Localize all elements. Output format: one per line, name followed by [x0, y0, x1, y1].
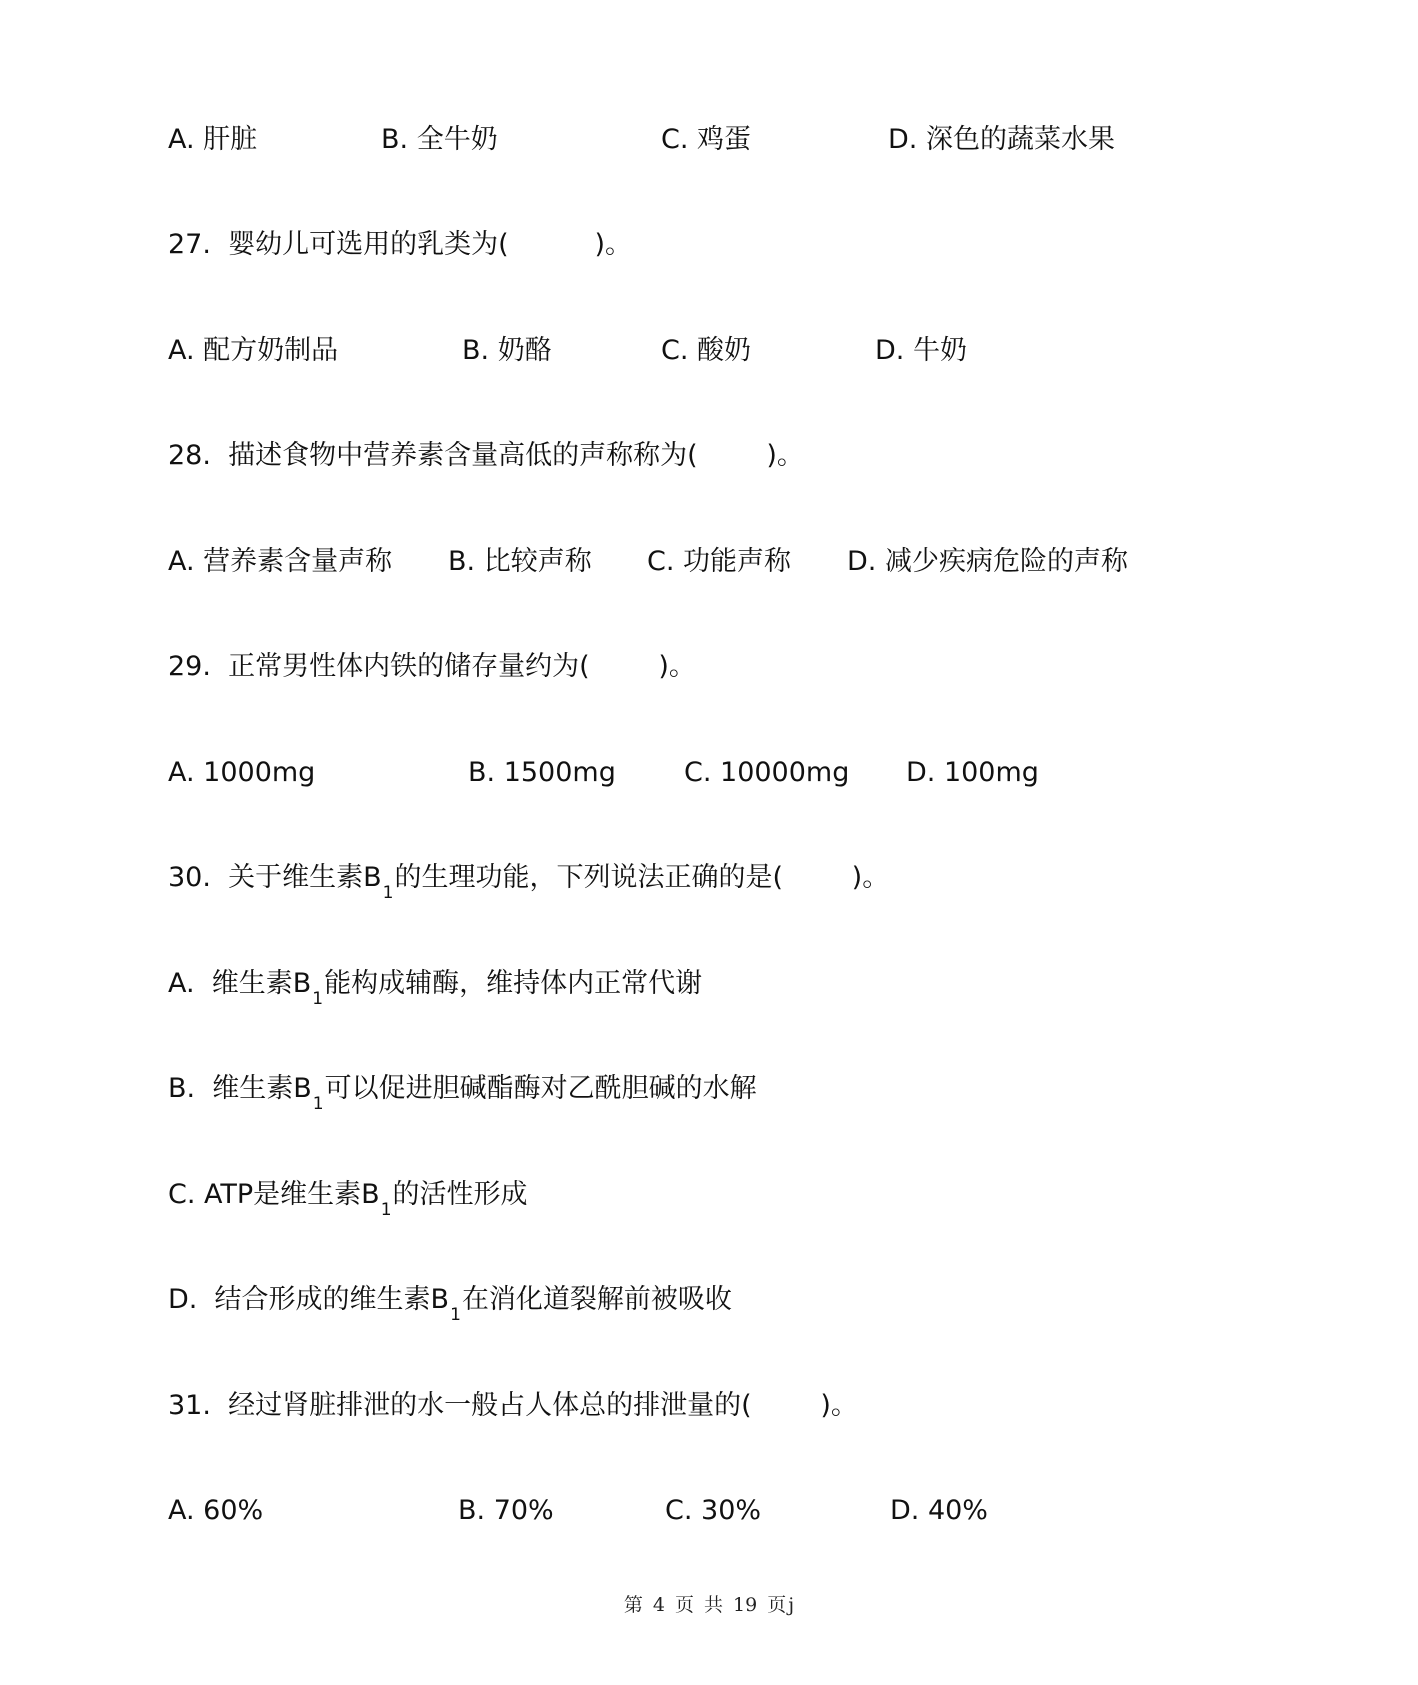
option-c: C. 酸奶: [661, 335, 752, 366]
option-c: C. 10000mg: [684, 757, 850, 788]
subscript: 1: [312, 989, 324, 1009]
option-b: B. 比较声称: [448, 546, 592, 577]
option-text: A. 维生素B: [168, 968, 312, 999]
page-footer: [0, 1590, 1418, 1620]
option-d: D. 100mg: [906, 757, 1039, 788]
question-text-after: 的生理功能，下列说法正确的是( )。: [394, 862, 890, 893]
question-31: [168, 1386, 858, 1426]
option-text: B. 维生素B: [168, 1073, 312, 1104]
option-text: 可以促进胆碱酯酶对乙酰胆碱的水解: [324, 1073, 757, 1104]
option-text: D. 结合形成的维生素B: [168, 1284, 450, 1315]
question-text: 描述食物中营养素含量高低的声称称为( )。: [228, 440, 804, 471]
subscript: 1: [382, 883, 394, 903]
question-text-before: 关于维生素B: [228, 862, 382, 893]
question-number: 27.: [168, 229, 211, 260]
question-29: [168, 647, 696, 687]
page-number: 4: [652, 1594, 665, 1616]
option-c: C. 功能声称: [647, 546, 792, 577]
question-number: 30.: [168, 862, 211, 893]
subscript: 1: [380, 1200, 392, 1220]
footer-ye2: 页: [767, 1594, 787, 1616]
question-text: 正常男性体内铁的储存量约为( )。: [228, 651, 696, 682]
subscript: 1: [450, 1305, 461, 1325]
question-number: 31.: [168, 1390, 211, 1421]
option-a: A. 60%: [168, 1495, 264, 1526]
option-b: B. 1500mg: [468, 757, 616, 788]
question-27: [168, 225, 632, 265]
option-c: C. 鸡蛋: [661, 124, 752, 155]
question-text: 婴幼儿可选用的乳类为( )。: [228, 229, 633, 260]
footer-gong: 共: [704, 1594, 724, 1616]
option-text: 能构成辅酶，维持体内正常代谢: [324, 968, 703, 999]
footer-di: 第: [623, 1594, 643, 1616]
option-text: C. ATP是维生素B: [168, 1179, 380, 1210]
option-b: B. 全牛奶: [381, 124, 498, 155]
question-text: 经过肾脏排泄的水一般占人体总的排泄量的( )。: [228, 1390, 858, 1421]
question-30-option-d: [168, 1280, 732, 1325]
option-d: D. 深色的蔬菜水果: [888, 124, 1115, 155]
footer-suffix: j: [788, 1594, 795, 1616]
option-a: A. 营养素含量声称: [168, 546, 393, 577]
total-pages: 19: [733, 1594, 758, 1616]
question-number: 28.: [168, 440, 211, 471]
footer-ye: 页: [674, 1594, 694, 1616]
option-text: 在消化道裂解前被吸收: [461, 1284, 732, 1315]
question-30-option-b: [168, 1069, 757, 1114]
option-d: D. 减少疾病危险的声称: [847, 546, 1128, 577]
option-b: B. 奶酪: [462, 335, 552, 366]
option-a: A. 1000mg: [168, 757, 316, 788]
option-a: A. 肝脏: [168, 124, 258, 155]
question-28: [168, 436, 804, 476]
question-30-option-a: [168, 964, 703, 1009]
question-number: 29.: [168, 651, 211, 682]
question-30-option-c: [168, 1175, 528, 1220]
question-30: [168, 858, 890, 903]
option-c: C. 30%: [665, 1495, 762, 1526]
option-d: D. 牛奶: [875, 335, 967, 366]
option-d: D. 40%: [890, 1495, 988, 1526]
option-b: B. 70%: [458, 1495, 554, 1526]
option-text: 的活性形成: [392, 1179, 528, 1210]
subscript: 1: [312, 1094, 324, 1114]
option-a: A. 配方奶制品: [168, 335, 339, 366]
